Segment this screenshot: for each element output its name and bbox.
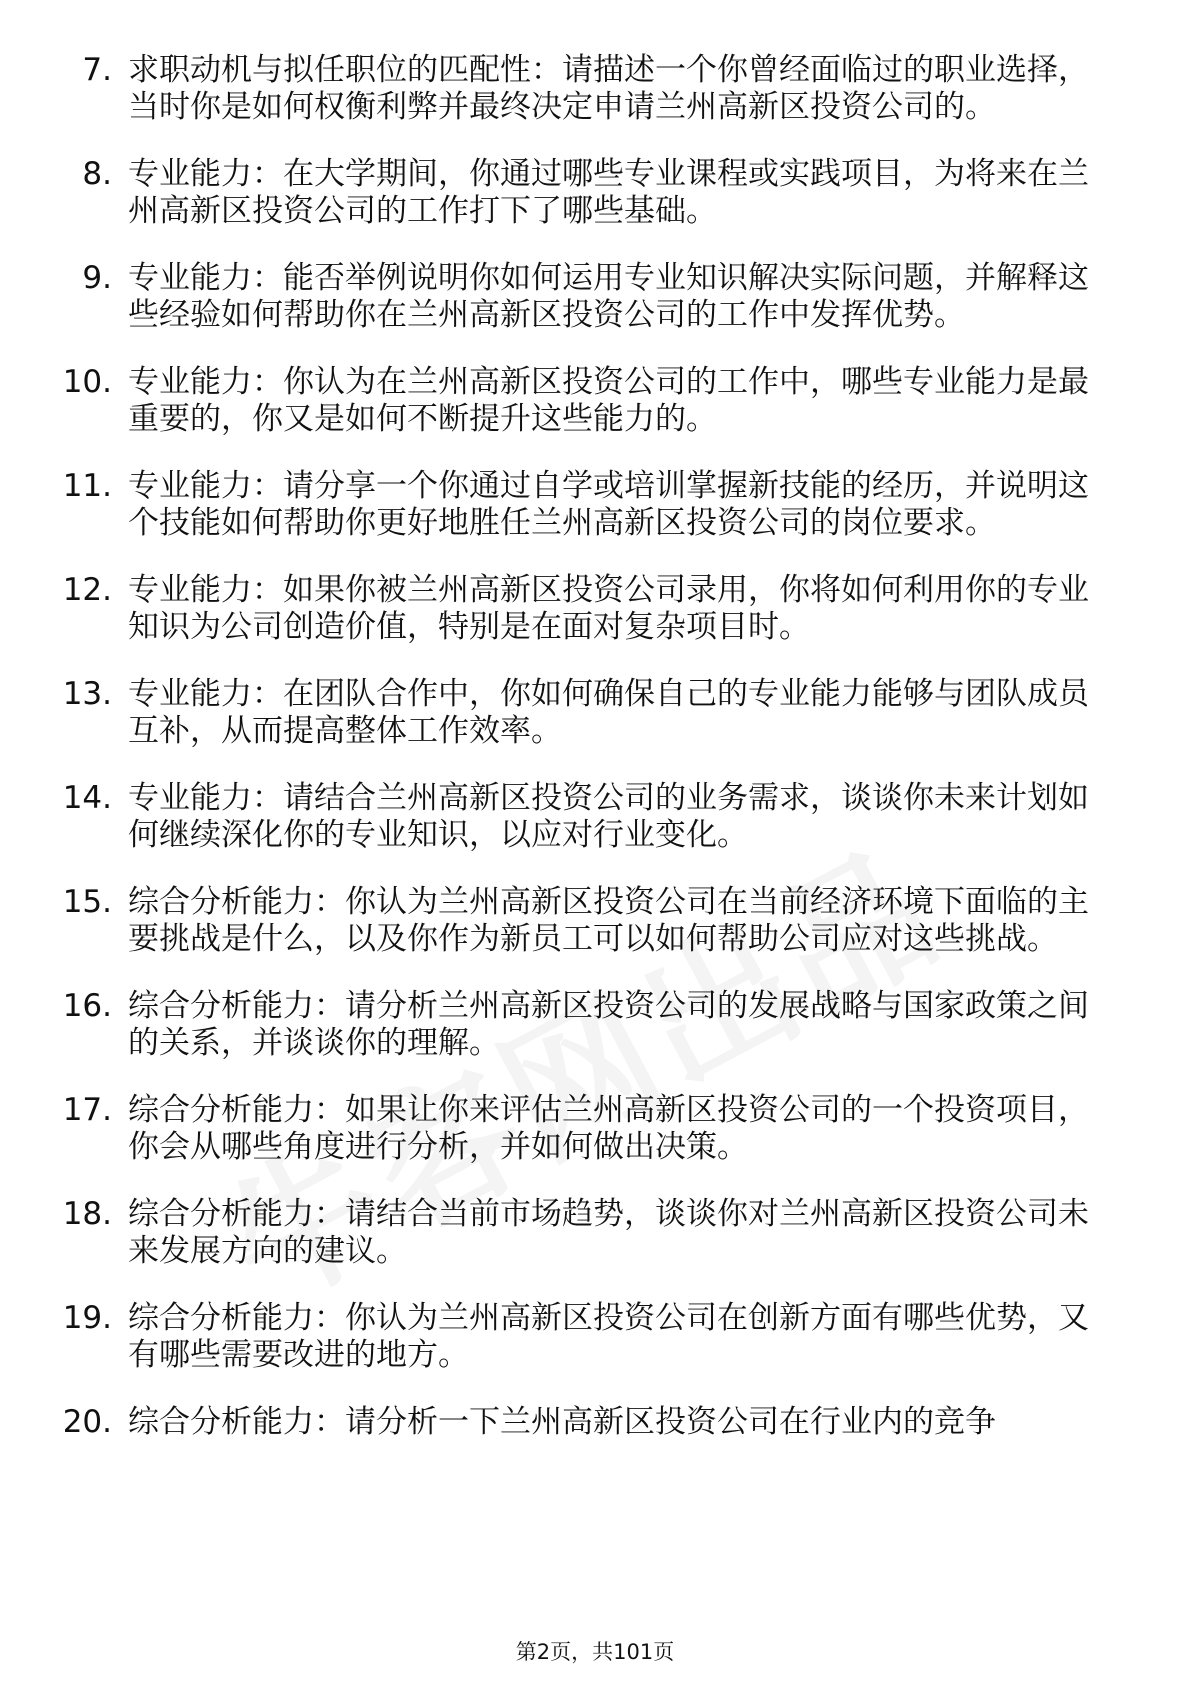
question-text: 专业能力：请分享一个你通过自学或培训掌握新技能的经历，并说明这个技能如何帮助你更好地胜任兰州高新区投资公司的岗位要求。 bbox=[128, 468, 1089, 541]
list-item bbox=[56, 572, 1096, 646]
question-text: 综合分析能力：请分析兰州高新区投资公司的发展战略与国家政策之间的关系，并谈谈你的理解。 bbox=[128, 988, 1089, 1061]
question-number: 20. bbox=[62, 1404, 112, 1440]
list-item bbox=[56, 260, 1096, 334]
question-text: 专业能力：你认为在兰州高新区投资公司的工作中，哪些专业能力是最重要的，你又是如何不断提升这些能力的。 bbox=[128, 364, 1089, 437]
question-number: 8. bbox=[82, 156, 112, 192]
question-text: 专业能力：在大学期间，你通过哪些专业课程或实践项目，为将来在兰州高新区投资公司的工作打下了哪些基础。 bbox=[128, 156, 1089, 229]
list-item bbox=[56, 780, 1096, 854]
question-text: 综合分析能力：你认为兰州高新区投资公司在当前经济环境下面临的主要挑战是什么，以及你作为新员工可以如何帮助公司应对这些挑战。 bbox=[128, 884, 1089, 957]
list-item bbox=[56, 1196, 1096, 1270]
page-footer: 第2页，共101页 bbox=[515, 1640, 675, 1664]
list-item bbox=[56, 1404, 1096, 1441]
list-item bbox=[56, 676, 1096, 750]
list-item bbox=[56, 468, 1096, 542]
question-number: 11. bbox=[62, 468, 112, 504]
question-number: 14. bbox=[62, 780, 112, 816]
question-text: 综合分析能力：请结合当前市场趋势，谈谈你对兰州高新区投资公司未来发展方向的建议。 bbox=[128, 1196, 1089, 1269]
list-item bbox=[56, 52, 1096, 126]
list-item bbox=[56, 364, 1096, 438]
question-number: 10. bbox=[62, 364, 112, 400]
question-text: 专业能力：如果你被兰州高新区投资公司录用，你将如何利用你的专业知识为公司创造价值，特别是在面对复杂项目时。 bbox=[128, 572, 1089, 645]
question-text: 专业能力：在团队合作中，你如何确保自己的专业能力能够与团队成员互补，从而提高整体工作效率。 bbox=[128, 676, 1089, 749]
question-number: 16. bbox=[62, 988, 112, 1024]
question-text: 专业能力：能否举例说明你如何运用专业知识解决实际问题，并解释这些经验如何帮助你在兰州高新区投资公司的工作中发挥优势。 bbox=[128, 260, 1089, 333]
question-number: 12. bbox=[62, 572, 112, 608]
question-number: 9. bbox=[82, 260, 112, 296]
question-number: 18. bbox=[62, 1196, 112, 1232]
question-text: 求职动机与拟任职位的匹配性：请描述一个你曾经面临过的职业选择，当时你是如何权衡利弊并最终决定申请兰州高新区投资公司的。 bbox=[128, 52, 1089, 125]
list-item bbox=[56, 1092, 1096, 1166]
list-item bbox=[56, 988, 1096, 1062]
question-number: 15. bbox=[62, 884, 112, 920]
list-item bbox=[56, 1300, 1096, 1374]
question-number: 13. bbox=[62, 676, 112, 712]
list-item bbox=[56, 884, 1096, 958]
question-list bbox=[56, 52, 1116, 1471]
question-number: 17. bbox=[62, 1092, 112, 1128]
question-number: 19. bbox=[62, 1300, 112, 1336]
question-text: 综合分析能力：你认为兰州高新区投资公司在创新方面有哪些优势，又有哪些需要改进的地方。 bbox=[128, 1300, 1089, 1373]
question-text: 专业能力：请结合兰州高新区投资公司的业务需求，谈谈你未来计划如何继续深化你的专业知识，以应对行业变化。 bbox=[128, 780, 1089, 853]
question-number: 7. bbox=[82, 52, 112, 88]
question-text: 综合分析能力：请分析一下兰州高新区投资公司在行业内的竞争 bbox=[128, 1404, 996, 1440]
list-item bbox=[56, 156, 1096, 230]
question-text: 综合分析能力：如果让你来评估兰州高新区投资公司的一个投资项目，你会从哪些角度进行分析，并如何做出决策。 bbox=[128, 1092, 1089, 1165]
